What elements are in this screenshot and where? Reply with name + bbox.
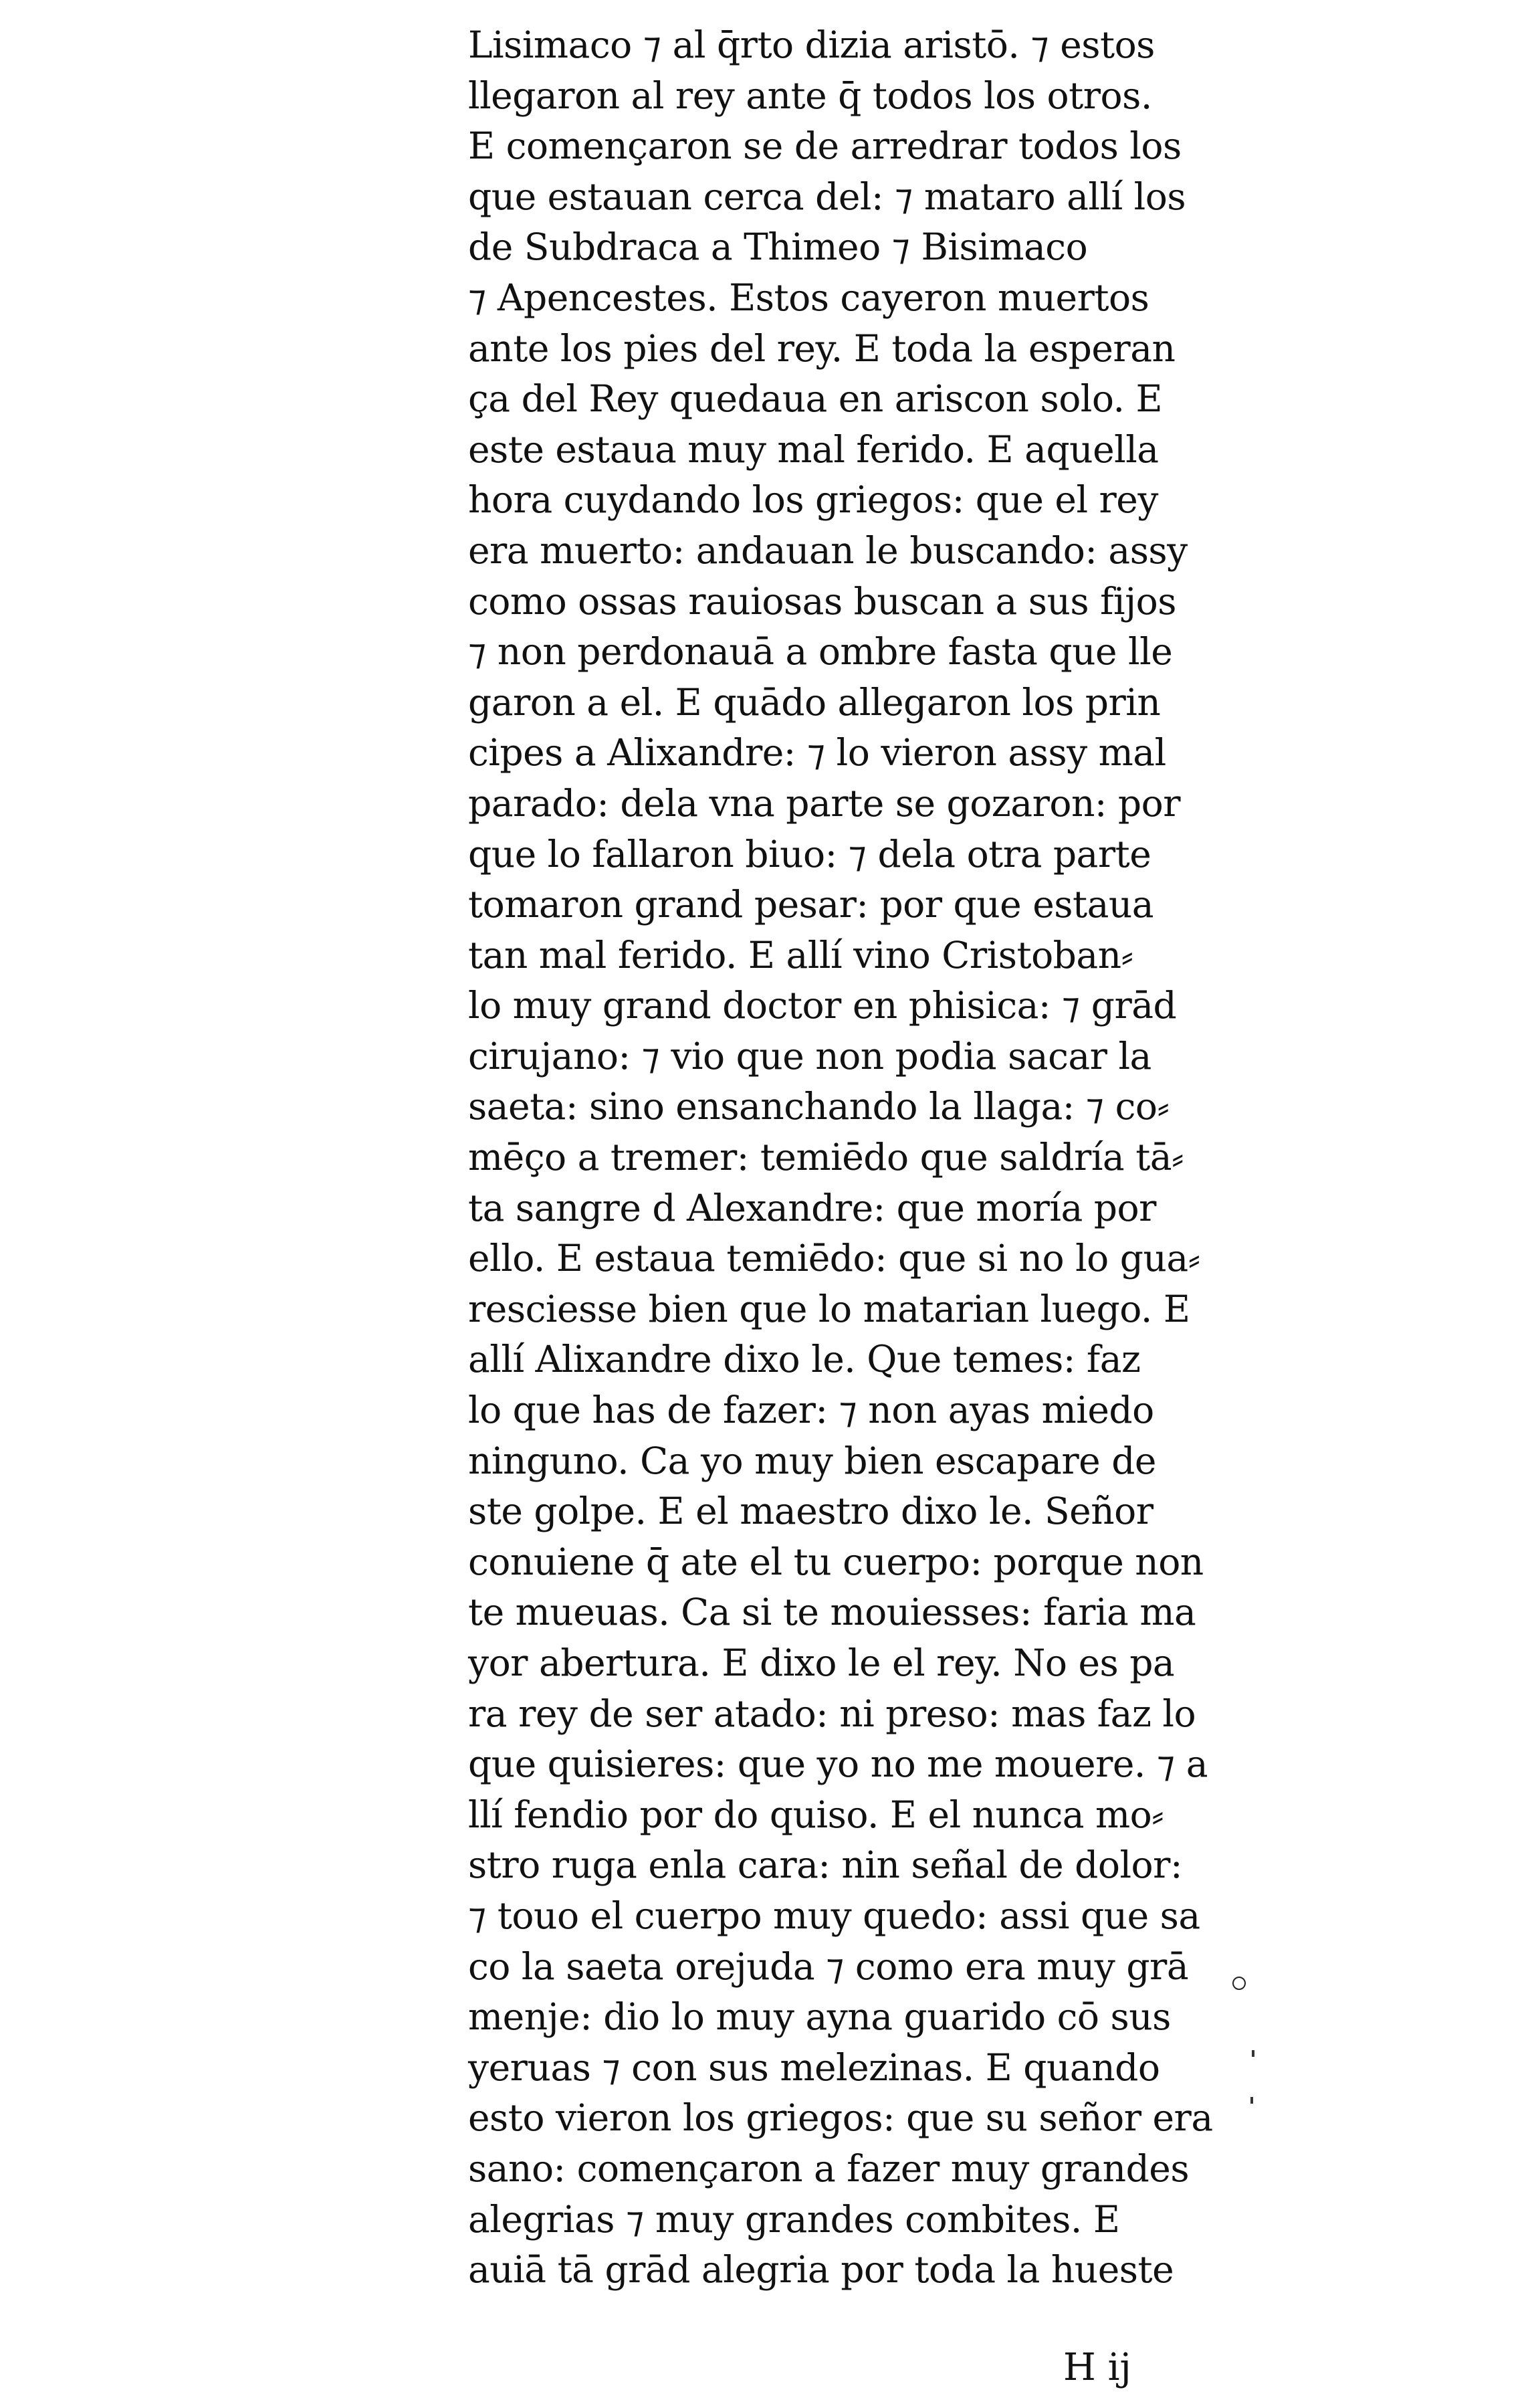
text-column <box>468 20 1244 2296</box>
text-line: ⁊ touo el cuerpo muy quedo: assi que sa <box>468 1894 1200 1937</box>
margin-circle-mark <box>1232 1977 1246 1990</box>
page-signature: H ij <box>1063 2346 1131 2389</box>
text-line: yeruas ⁊ con sus melezinas. E quando <box>468 2045 1160 2089</box>
text-line: hora cuydando los griegos: que el rey <box>468 478 1158 522</box>
text-line: cipes a Alixandre: ⁊ lo vieron assy mal <box>468 731 1166 775</box>
text-line: ⁊ non perdonauā a ombre fasta que lle <box>468 630 1173 674</box>
text-line: conuiene q̄ ate el tu cuerpo: porque non <box>468 1540 1204 1583</box>
text-line: yor abertura. E dixo le el rey. No es pa <box>468 1641 1175 1684</box>
margin-dot <box>1250 2097 1253 2104</box>
text-line: que lo fallaron biuo: ⁊ dela otra parte <box>468 832 1151 876</box>
text-line: ste golpe. E el maestro dixo le. Señor <box>468 1490 1154 1533</box>
text-line: era muerto: andauan le buscando: assy <box>468 528 1188 572</box>
text-line: allí Alixandre dixo le. Que temes: faz <box>468 1338 1141 1381</box>
text-line: saeta: sino ensanchando la llaga: ⁊ co⸗ <box>468 1085 1170 1128</box>
text-line: ta sangre d Alexandre: que moría por <box>468 1186 1156 1229</box>
text-line: este estaua muy mal ferido. E aquella <box>468 427 1159 471</box>
text-line: parado: dela vna parte se gozaron: por <box>468 781 1181 825</box>
text-line: ra rey de ser atado: ni preso: mas faz lo <box>468 1692 1196 1735</box>
text-line: auiā tā grād alegria por toda la hueste <box>468 2248 1174 2292</box>
margin-dot <box>1252 2050 1254 2057</box>
text-line: como ossas rauiosas buscan a sus fijos <box>468 579 1176 623</box>
text-line: mēço a tremer: temiēdo que saldría tā⸗ <box>468 1136 1184 1179</box>
text-line: lo muy grand doctor en phisica: ⁊ grād <box>468 984 1177 1027</box>
text-line: sano: començaron a fazer muy grandes <box>468 2146 1190 2190</box>
text-line: co la saeta orejuda ⁊ como era muy grā <box>468 1944 1189 1988</box>
text-line: ninguno. Ca yo muy bien escapare de <box>468 1439 1156 1482</box>
text-line: E començaron se de arredrar todos los <box>468 124 1182 168</box>
text-line: garon a el. E quādo allegaron los prin <box>468 680 1161 724</box>
text-line: resciesse bien que lo matarian luego. E <box>468 1287 1190 1330</box>
text-line: ⁊ Apencestes. Estos cayeron muertos <box>468 276 1149 319</box>
text-line: tomaron grand pesar: por que estaua <box>468 883 1154 926</box>
text-line: alegrias ⁊ muy grandes combites. E <box>468 2197 1120 2241</box>
text-line: Lisimaco ⁊ al q̄rto dizia aristō. ⁊ estos <box>468 23 1155 66</box>
text-line: tan mal ferido. E allí vino Cristoban⸗ <box>468 933 1133 977</box>
text-line: ante los pies del rey. E toda la esperan <box>468 326 1176 370</box>
text-line: te mueuas. Ca si te mouiesses: faria ma <box>468 1591 1196 1634</box>
text-line: que quisieres: que yo no me mouere. ⁊ a <box>468 1742 1208 1786</box>
text-line: llegaron al rey ante q̄ todos los otros. <box>468 74 1152 117</box>
text-line: ello. E estaua temiēdo: que si no lo gua⸗ <box>468 1237 1200 1280</box>
text-line: menje: dio lo muy ayna guarido cō sus <box>468 1995 1171 2039</box>
text-line: lo que has de fazer: ⁊ non ayas miedo <box>468 1389 1154 1432</box>
text-line: esto vieron los griegos: que su señor era <box>468 2096 1213 2140</box>
text-line: llí fendio por do quiso. E el nunca mo⸗ <box>468 1793 1164 1836</box>
text-line: cirujano: ⁊ vio que non podia sacar la <box>468 1034 1151 1078</box>
text-line: que estauan cerca del: ⁊ mataro allí los <box>468 175 1186 218</box>
text-line: ça del Rey quedaua en ariscon solo. E <box>468 377 1163 421</box>
text-line: de Subdraca a Thimeo ⁊ Bisimaco <box>468 225 1088 269</box>
text-line: stro ruga enla cara: nin señal de dolor: <box>468 1843 1182 1887</box>
